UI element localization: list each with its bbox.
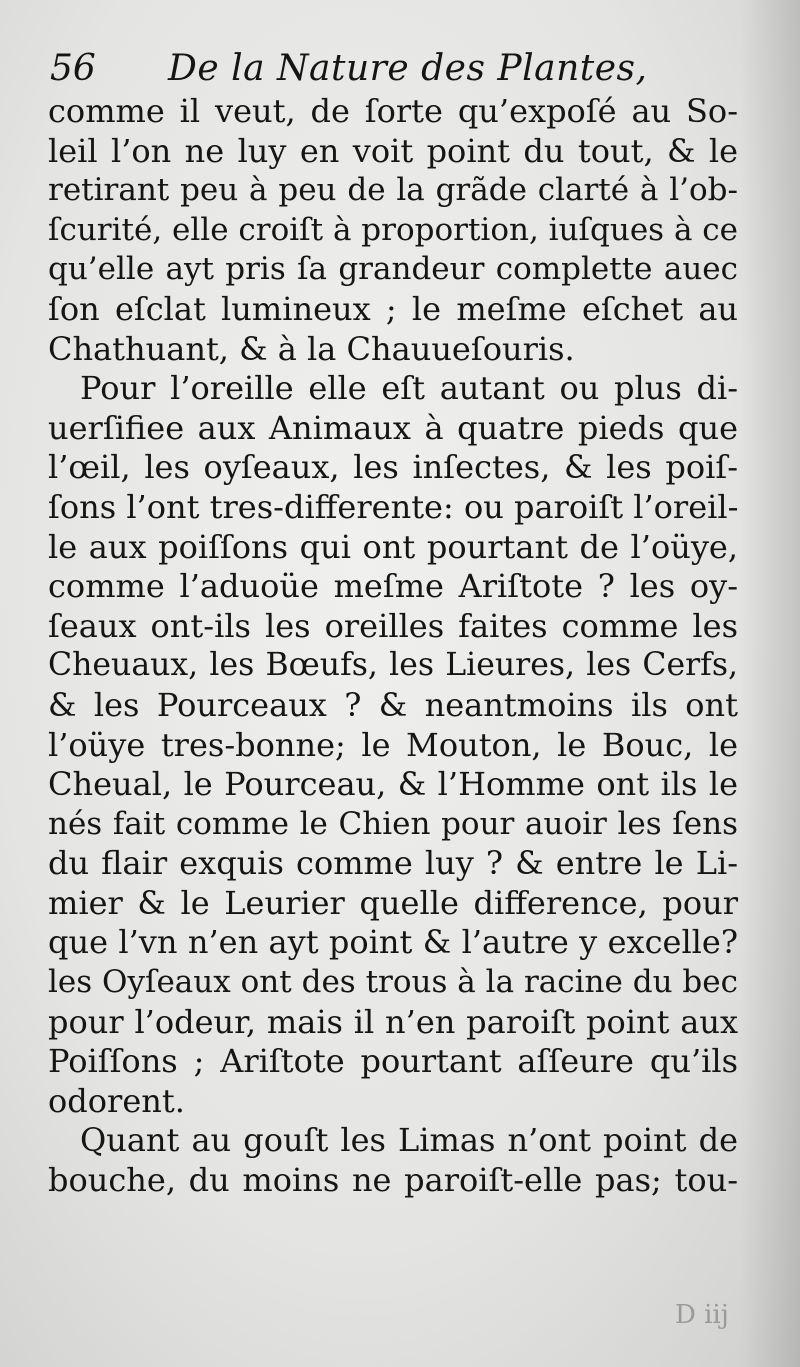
paragraph-start-line: Quant au gouſt les Limas n’ont point de xyxy=(80,1121,738,1160)
text-line: nés fait comme le Chien pour auoir les ſens xyxy=(48,805,738,842)
page-number: 56 xyxy=(50,48,96,89)
text-line: ſeaux ont-ils les oreilles faites comme les xyxy=(48,606,738,645)
body-text xyxy=(48,92,738,1201)
text-line: comme l’aduoüe meſme Ariſtote ? les oy- xyxy=(48,567,738,606)
text-line: le aux poiſſons qui ont pourtant de l’oüye, xyxy=(48,527,738,566)
text-line: Chathuant, & à la Chauueſouris. xyxy=(48,329,575,368)
text-line: odorent. xyxy=(48,1081,185,1120)
paragraph-start-line: Pour l’oreille elle eſt autant ou plus di- xyxy=(80,369,738,408)
signature-mark: D iij xyxy=(675,1300,729,1330)
text-line: bouche, du moins ne paroiſt-elle pas; tou- xyxy=(48,1161,738,1200)
text-line: les Oyſeaux ont des trous à la racine du bec xyxy=(48,964,738,1001)
text-line: comme il veut, de ſorte qu’expoſé au So- xyxy=(48,92,738,130)
text-line: ſon eſclat lumineux ; le meſme eſchet au xyxy=(48,289,738,328)
text-line: que l’vn n’en ayt point & l’autre y excelle? xyxy=(48,923,738,962)
text-line: Poiſſons ; Ariſtote pourtant aſſeure qu’ils xyxy=(48,1042,738,1081)
text-line: leil l’on ne luy en voit point du tout, & le xyxy=(48,131,738,170)
text-line: pour l’odeur, mais il n’en paroiſt point aux xyxy=(48,1002,738,1041)
text-line: mier & le Leurier quelle difference, pour xyxy=(48,883,738,922)
text-line: ſcurité, elle croiſt à proportion, iuſques à ce xyxy=(48,211,738,248)
text-line: l’oüye tres-bonne; le Mouton, le Bouc, le xyxy=(48,725,738,764)
text-line: ſons l’ont tres-differente: ou paroiſt l’oreil- xyxy=(48,487,739,526)
text-line: & les Pourceaux ? & neantmoins ils ont xyxy=(48,685,738,724)
text-line: retirant peu à peu de la grãde clarté à l’ob- xyxy=(48,172,738,209)
text-line: l’œil, les oyſeaux, les inſectes, & les poiſ- xyxy=(48,448,738,487)
text-line: Cheual, le Pourceau, & l’Homme ont ils le xyxy=(48,765,738,804)
text-line: du flair exquis comme luy ? & entre le Li- xyxy=(48,844,738,883)
text-line: uerſifiee aux Animaux à quatre pieds que xyxy=(48,408,738,447)
running-title: De la Nature des Plantes, xyxy=(168,48,648,89)
text-line: qu’elle ayt pris ſa grandeur complette auec xyxy=(48,251,738,288)
page-header xyxy=(50,42,750,96)
text-line: Cheuaux, les Bœufs, les Lieures, les Cerfs, xyxy=(48,647,738,684)
